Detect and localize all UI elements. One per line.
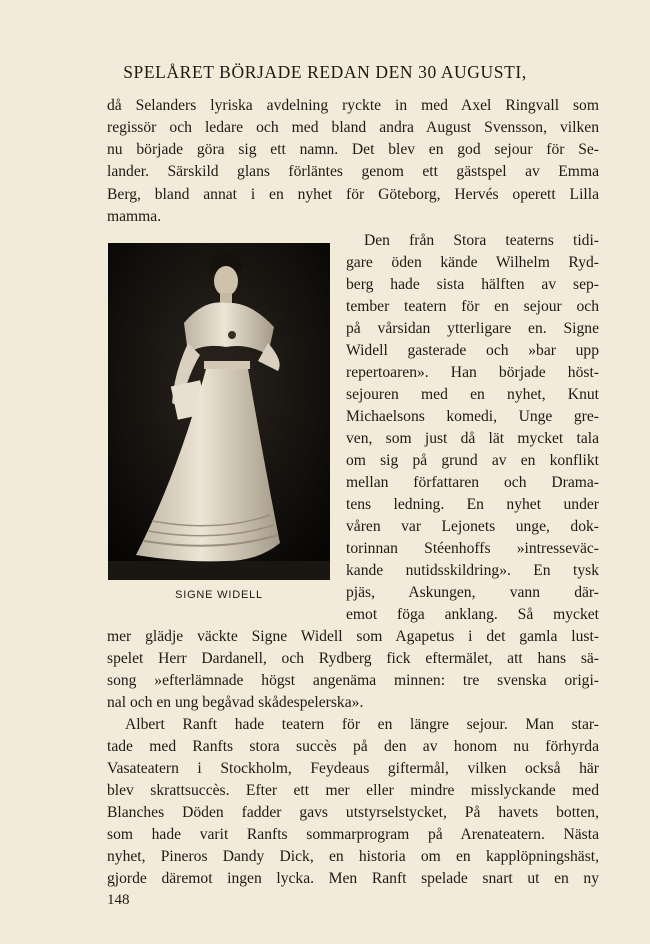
text-line: song »efterlämnade högst angenäma minnen: tre svenska origi- <box>107 672 599 689</box>
text-line: blev skrattsuccès. Efter ett mer eller mindre misslyckande med <box>107 782 599 799</box>
text-line: nyhet, Pineros Dandy Dick, en historia om en kapplöpningshäst, <box>107 848 599 865</box>
text-line: mamma. <box>107 208 162 225</box>
page-number: 148 <box>107 892 130 908</box>
text-line: då Selanders lyriska avdelning ryckte in med Axel Ringvall som <box>107 97 599 114</box>
portrait-illustration <box>108 243 330 580</box>
text-line: mer glädje väckte Signe Widell som Agapetus i det gamla lust- <box>107 628 599 645</box>
text-line: pjäs, Askungen, vann där- <box>346 584 599 601</box>
running-header: SPELÅRET BÖRJADE REDAN DEN 30 AUGUSTI, <box>123 62 527 82</box>
text-line: repertoaren». Han började höst- <box>346 364 599 381</box>
text-line: tember teatern för en sejour och <box>346 298 599 315</box>
text-line: gare öden kände Wilhelm Ryd- <box>346 254 599 271</box>
text-line: berg hade sista hälften av sep- <box>346 276 599 293</box>
text-line: emot föga anklang. Så mycket <box>346 606 599 623</box>
text-line: som hade varit Ranfts sommarprogram på Arenateatern. Nästa <box>107 826 599 843</box>
text-line: mellan författaren och Drama- <box>346 474 599 491</box>
photo-caption: SIGNE WIDELL <box>175 589 263 601</box>
text-line: tade med Ranfts stora succès på den av honom nu förhyrda <box>107 738 599 755</box>
text-line: Widell gasterade och »bar upp <box>346 342 599 359</box>
text-line: tens ledning. En nyhet under <box>346 496 599 513</box>
text-line: Michaelsons komedi, Unge gre- <box>346 408 599 425</box>
text-line: på vårsidan ytterligare en. Signe <box>346 320 599 337</box>
text-line: Vasateatern i Stockholm, Feydeaus giftermål, vilken också här <box>107 760 599 777</box>
text-line: Berg, bland annat i en nyhet för Göteborg, Hervés operett Lilla <box>107 186 599 203</box>
text-line: om sig på grund av en konflikt <box>346 452 599 469</box>
text-line: Den från Stora teaterns tidi- <box>364 232 599 249</box>
photo-signe-widell <box>108 243 330 580</box>
text-line: gjorde däremot ingen lycka. Men Ranft spelade snart ut en ny <box>107 870 599 887</box>
text-line: nal och en ung begåvad skådespelerska». <box>107 694 364 711</box>
text-line: regissör och ledare och med bland andra August Svensson, vilken <box>107 119 599 136</box>
text-line: sejouren med en nyhet, Knut <box>346 386 599 403</box>
text-line: torinnan Stéenhoffs »intresseväc- <box>346 540 599 557</box>
text-line: ven, som just då lät mycket tala <box>346 430 599 447</box>
text-line: kande nutidsskildring». En tysk <box>346 562 599 579</box>
text-line: lander. Särskild glans förläntes genom ett gästspel av Emma <box>107 163 599 180</box>
text-line: Albert Ranft hade teatern för en längre sejour. Man star- <box>125 716 599 733</box>
text-line: Blanches Döden fadder gavs utstyrselstycket, På havets botten, <box>107 804 599 821</box>
text-line: våren var Lejonets unge, dok- <box>346 518 599 535</box>
text-line: spelet Herr Dardanell, och Rydberg fick eftermälet, att hans sä- <box>107 650 599 667</box>
text-line: nu började göra sig ett namn. Det blev en god sejour för Se- <box>107 141 599 158</box>
